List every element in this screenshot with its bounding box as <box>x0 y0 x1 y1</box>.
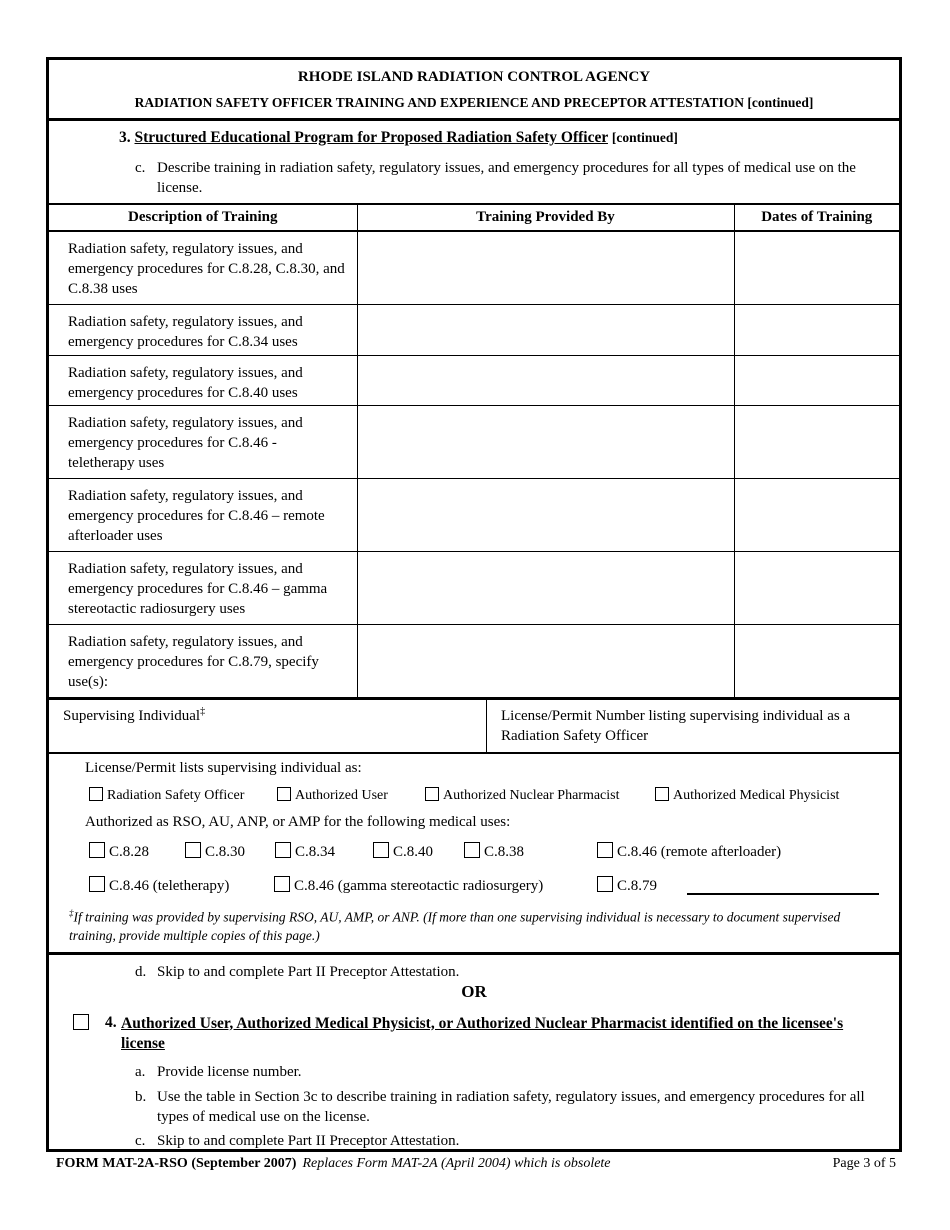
training-table <box>49 203 899 698</box>
use-label: C.8.46 (remote afterloader) <box>617 843 782 860</box>
col-header-description: Description of Training <box>49 204 357 231</box>
checkbox[interactable] <box>89 842 105 858</box>
use-label: C.8.28 <box>109 843 150 860</box>
training-provided-by-field[interactable] <box>357 478 734 551</box>
footnote-text: If training was provided by supervising RSO, AU, AMP, or ANP. (If more than one supervising individual is necessary to document supervised training, provide multiple copies of this page.) <box>69 909 841 943</box>
license-lists-section <box>49 754 899 955</box>
col-header-provided-by: Training Provided By <box>357 204 734 231</box>
item-a-text: Provide license number. <box>157 1063 302 1080</box>
specify-use-line[interactable] <box>687 893 879 895</box>
item-c-label: c. <box>135 160 146 176</box>
role-label: Radiation Safety Officer <box>107 787 245 803</box>
checkbox[interactable] <box>89 787 103 801</box>
checkbox[interactable] <box>275 842 291 858</box>
use-label: C.8.46 (gamma stereotactic radiosurgery) <box>294 877 544 894</box>
checkbox[interactable] <box>597 842 613 858</box>
checkbox[interactable] <box>425 787 439 801</box>
form-id: FORM MAT-2A-RSO (September 2007) <box>56 1156 297 1171</box>
table-row <box>49 304 899 355</box>
table-row <box>49 551 899 624</box>
use-option[interactable] <box>89 842 149 861</box>
use-option[interactable] <box>597 842 781 861</box>
training-dates-field[interactable] <box>734 624 899 697</box>
training-dates-field[interactable] <box>734 478 899 551</box>
supervising-marker: ‡ <box>200 705 206 717</box>
training-description: Radiation safety, regulatory issues, and emergency procedures for C.8.40 uses <box>49 355 357 405</box>
item-d-label: d. <box>135 963 147 980</box>
use-label: C.8.30 <box>205 843 246 860</box>
training-description: Radiation safety, regulatory issues, and emergency procedures for C.8.28, C.8.30, and C.8.38 uses <box>49 231 357 304</box>
use-label: C.8.46 (teletherapy) <box>109 877 230 894</box>
training-dates-field[interactable] <box>734 231 899 304</box>
use-option[interactable] <box>464 842 524 861</box>
table-row <box>49 624 899 697</box>
training-dates-field[interactable] <box>734 355 899 405</box>
use-option[interactable] <box>274 876 543 895</box>
section-3-continued: [continued] <box>611 130 678 145</box>
use-label: C.8.38 <box>484 843 525 860</box>
role-label: Authorized Medical Physicist <box>673 787 840 803</box>
item-b-text: Use the table in Section 3c to describe training in radiation safety, regulatory issues, and emergency procedures for all types of medical use on the license. <box>157 1088 865 1125</box>
uses-label: Authorized as RSO, AU, ANP, or AMP for the following medical uses: <box>85 813 511 830</box>
replaces-note: Replaces Form MAT-2A (April 2004) which is obsolete <box>302 1156 611 1171</box>
checkbox[interactable] <box>373 842 389 858</box>
license-lists-label: License/Permit lists supervising individual as: <box>85 759 362 776</box>
license-number-label: License/Permit Number listing supervising individual as a Radiation Safety Officer <box>501 707 851 744</box>
role-option[interactable] <box>655 787 839 804</box>
item-d-text: Skip to and complete Part II Preceptor Attestation. <box>157 963 460 980</box>
use-option[interactable] <box>597 876 657 895</box>
item-a-label: a. <box>135 1063 146 1080</box>
section-3 <box>49 121 899 203</box>
table-row <box>49 478 899 551</box>
section-4-number: 4. <box>105 1013 117 1031</box>
section-3-heading <box>119 129 678 147</box>
page-number: Page 3 of 5 <box>832 1156 896 1171</box>
section-3-title: Structured Educational Program for Proposed Radiation Safety Officer <box>134 129 608 146</box>
col-header-dates: Dates of Training <box>734 204 899 231</box>
form-title: RADIATION SAFETY OFFICER TRAINING AND EXPERIENCE AND PRECEPTOR ATTESTATION [continued] <box>134 95 814 110</box>
section-3-number: 3. <box>119 129 131 146</box>
page-footer <box>56 1156 896 1172</box>
training-description: Radiation safety, regulatory issues, and emergency procedures for C.8.46 – gamma stereotactic radiosurgery uses <box>49 551 357 624</box>
training-dates-field[interactable] <box>734 304 899 355</box>
training-description: Radiation safety, regulatory issues, and emergency procedures for C.8.34 uses <box>49 304 357 355</box>
checkbox[interactable] <box>464 842 480 858</box>
table-row <box>49 405 899 478</box>
checkbox[interactable] <box>274 876 290 892</box>
use-option[interactable] <box>373 842 433 861</box>
supervising-individual-label: Supervising Individual <box>63 707 201 724</box>
lower-section <box>49 955 899 1155</box>
training-dates-field[interactable] <box>734 551 899 624</box>
training-provided-by-field[interactable] <box>357 355 734 405</box>
training-provided-by-field[interactable] <box>357 304 734 355</box>
training-provided-by-field[interactable] <box>357 624 734 697</box>
use-label: C.8.79 <box>617 877 658 894</box>
license-number-field[interactable] <box>487 700 899 752</box>
checkbox[interactable] <box>597 876 613 892</box>
use-label: C.8.40 <box>393 843 434 860</box>
checkbox[interactable] <box>89 876 105 892</box>
use-label: C.8.34 <box>295 843 336 860</box>
supervising-individual-field[interactable] <box>49 700 487 752</box>
training-description: Radiation safety, regulatory issues, and emergency procedures for C.8.79, specify use(s): <box>49 624 357 697</box>
use-option[interactable] <box>89 876 229 895</box>
checkbox[interactable] <box>185 842 201 858</box>
agency-title: RHODE ISLAND RADIATION CONTROL AGENCY <box>297 69 651 85</box>
footnote <box>69 904 869 946</box>
supervising-row <box>49 698 899 754</box>
training-description: Radiation safety, regulatory issues, and emergency procedures for C.8.46 - teletherapy uses <box>49 405 357 478</box>
training-provided-by-field[interactable] <box>357 231 734 304</box>
role-label: Authorized User <box>295 787 388 803</box>
item-c2-text: Skip to and complete Part II Preceptor Attestation. <box>157 1132 460 1149</box>
form-frame <box>46 57 902 1152</box>
checkbox[interactable] <box>655 787 669 801</box>
table-row <box>49 231 899 304</box>
item-b-label: b. <box>135 1088 147 1105</box>
table-row <box>49 355 899 405</box>
or-divider: OR <box>461 981 487 1001</box>
use-option[interactable] <box>275 842 335 861</box>
role-option[interactable] <box>89 787 244 804</box>
training-description: Radiation safety, regulatory issues, and emergency procedures for C.8.46 – remote afterloader uses <box>49 478 357 551</box>
section-4-title: Authorized User, Authorized Medical Physicist, or Authorized Nuclear Pharmacist identified on the licensee's license <box>121 1014 844 1052</box>
section-4-checkbox[interactable] <box>73 1014 89 1030</box>
item-c2-label: c. <box>135 1132 146 1149</box>
role-option[interactable] <box>425 787 620 804</box>
training-provided-by-field[interactable] <box>357 551 734 624</box>
role-label: Authorized Nuclear Pharmacist <box>443 787 620 803</box>
training-dates-field[interactable] <box>734 405 899 478</box>
use-option[interactable] <box>185 842 245 861</box>
footnote-marker: ‡ <box>69 907 74 918</box>
checkbox[interactable] <box>277 787 291 801</box>
item-c-text: Describe training in radiation safety, regulatory issues, and emergency procedures for all types of medical use on the license. <box>157 160 856 196</box>
training-provided-by-field[interactable] <box>357 405 734 478</box>
role-option[interactable] <box>277 787 388 804</box>
form-header <box>49 60 899 121</box>
